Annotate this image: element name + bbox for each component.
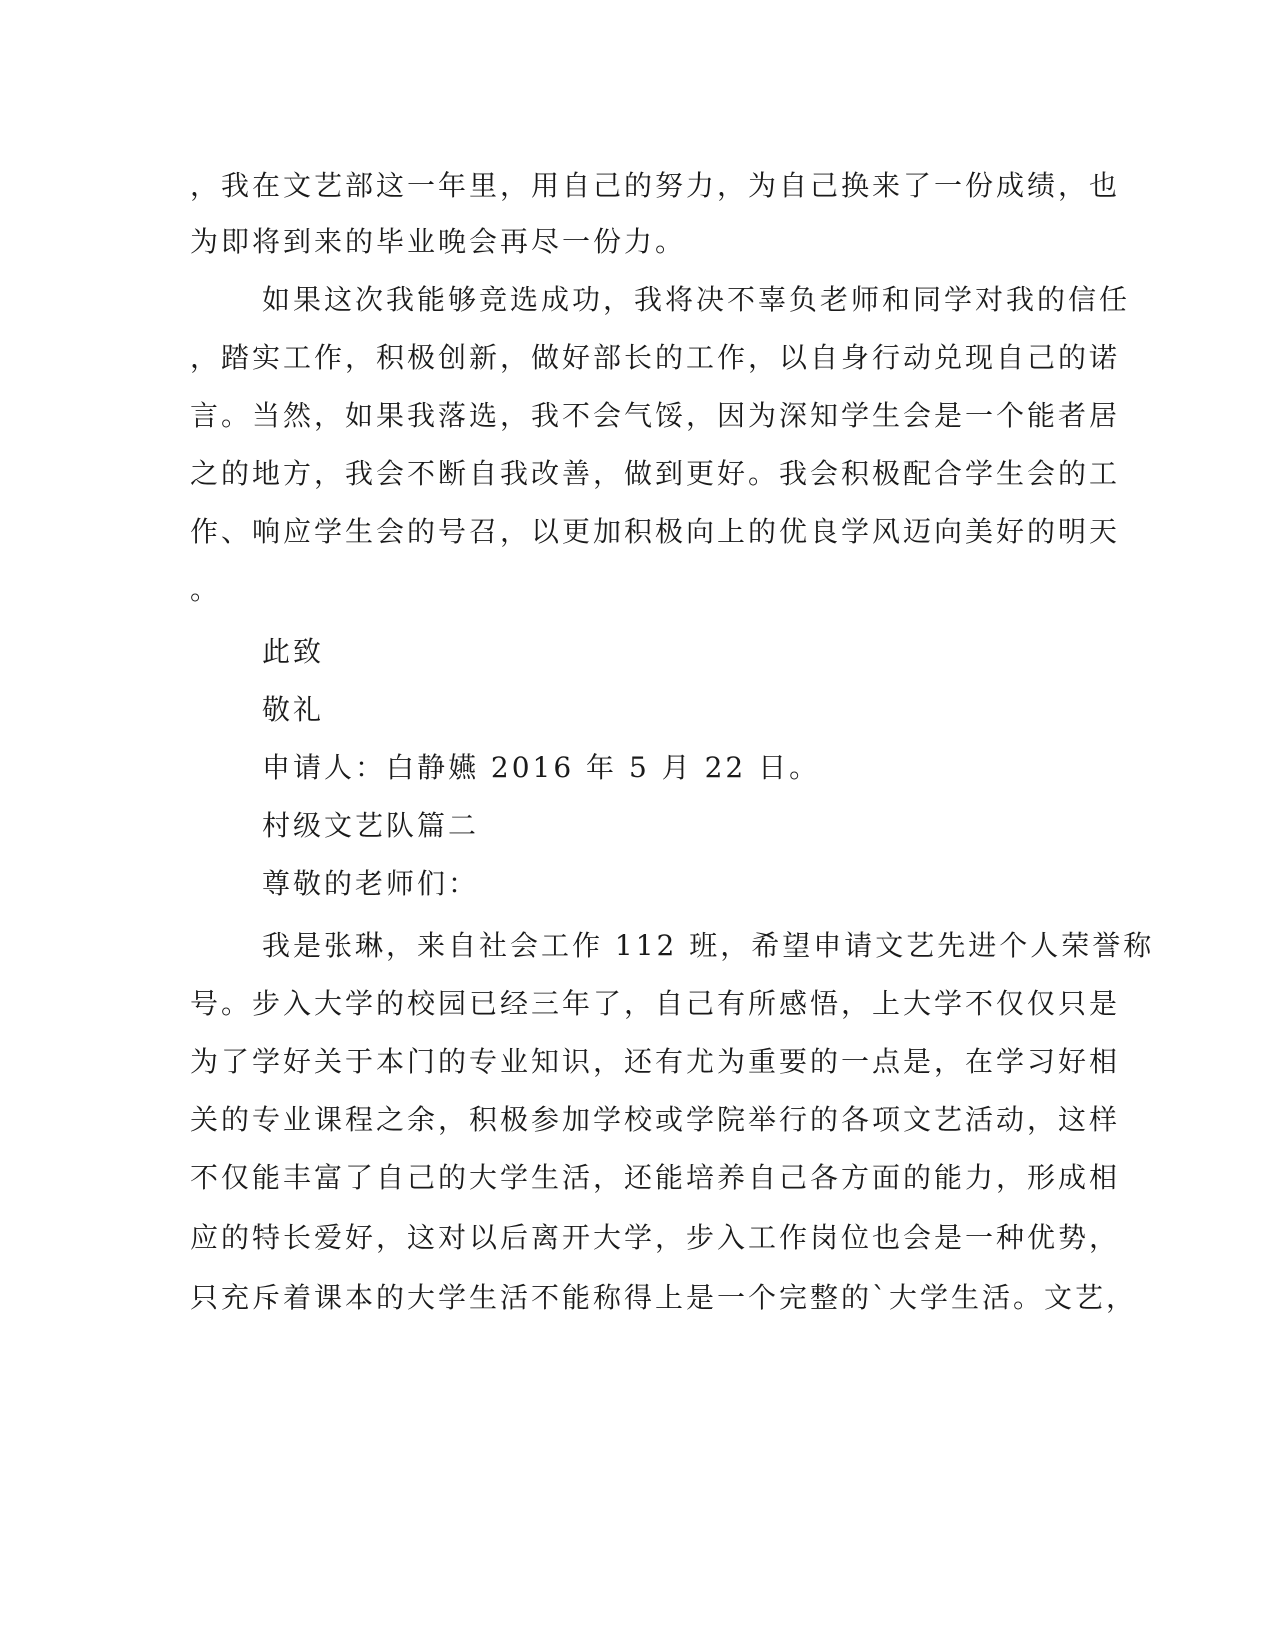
text-line-2: 为即将到来的毕业晚会再尽一份力。	[190, 225, 687, 258]
closing-regards: 敬礼	[262, 693, 325, 726]
text-line-6: 之的地方，我会不断自我改善，做到更好。我会积极配合学生会的工	[190, 457, 1121, 490]
closing-salutation: 此致	[262, 635, 325, 668]
text-line-1: ，我在文艺部这一年里，用自己的努力，为自己换来了一份成绩，也	[190, 169, 1121, 202]
text-line-19: 应的特长爱好，这对以后离开大学，步入工作岗位也会是一种优势，	[190, 1221, 1121, 1254]
text-line-8: 。	[190, 573, 222, 606]
text-line-20: 只充斥着课本的大学生活不能称得上是一个完整的`大学生活。文艺，	[190, 1281, 1138, 1314]
paragraph-start-line-2: 我是张琳，来自社会工作 112 班，希望申请文艺先进个人荣誉称	[262, 929, 1155, 962]
greeting-line: 尊敬的老师们：	[262, 867, 480, 900]
text-line-5: 言。当然，如果我落选，我不会气馁，因为深知学生会是一个能者居	[190, 399, 1121, 432]
text-line-16: 为了学好关于本门的专业知识，还有尤为重要的一点是，在学习好相	[190, 1045, 1121, 1078]
text-line-7: 作、响应学生会的号召，以更加积极向上的优良学风迈向美好的明天	[190, 515, 1121, 548]
applicant-signature-line: 申请人：白静嬿 2016 年 5 月 22 日。	[262, 751, 821, 784]
text-line-18: 不仅能丰富了自己的大学生活，还能培养自己各方面的能力，形成相	[190, 1161, 1121, 1194]
section-heading: 村级文艺队篇二	[262, 809, 480, 842]
paragraph-start-line: 如果这次我能够竞选成功，我将决不辜负老师和同学对我的信任	[262, 283, 1131, 316]
text-line-15: 号。步入大学的校园已经三年了，自己有所感悟，上大学不仅仅只是	[190, 987, 1121, 1020]
text-line-17: 关的专业课程之余，积极参加学校或学院举行的各项文艺活动，这样	[190, 1103, 1121, 1136]
text-line-4: ，踏实工作，积极创新，做好部长的工作，以自身行动兑现自己的诺	[190, 341, 1121, 374]
